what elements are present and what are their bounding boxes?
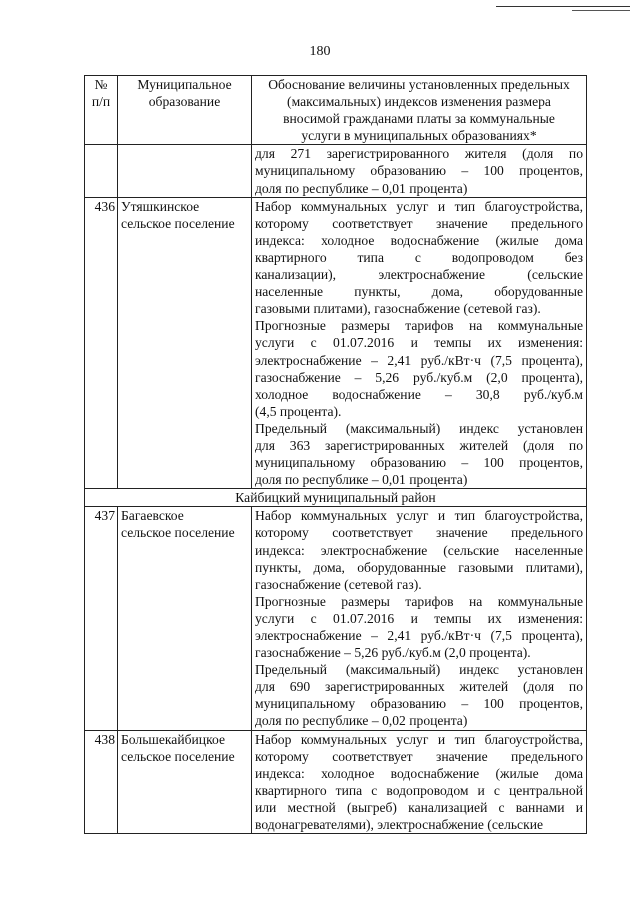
municipality-line: Утяшкинское: [121, 198, 200, 214]
row-number: 436: [85, 197, 118, 489]
basis-line: канализации), электроснабжение (сельские: [255, 267, 583, 283]
basis-text: [252, 197, 587, 489]
basis-line: доля по республике – 0,01 процента): [255, 180, 468, 196]
table-row: [85, 197, 587, 489]
district-row: [85, 489, 587, 507]
basis-line: пункты, дома, оборудованные газовыми плитами),: [255, 559, 583, 575]
table-row: [85, 145, 587, 197]
basis-line: квартирного типа с водопроводом без: [255, 249, 583, 265]
municipality-line: сельское поселение: [121, 748, 235, 764]
basis-line: Набор коммунальных услуг и тип благоустройства,: [255, 198, 583, 214]
basis-paragraph: [255, 317, 583, 420]
header-basis: Обоснование величины установленных предельных (максимальных) индексов изменения размера вносимой гражданами платы за коммунальные услуги в муниципальных образованиях*: [252, 76, 587, 145]
page-number: 180: [309, 44, 331, 59]
basis-line: Набор коммунальных услуг и тип благоустройства,: [255, 731, 583, 747]
basis-line: водонагревателями), электроснабжение (сельские: [255, 817, 543, 833]
basis-paragraph: [255, 198, 583, 318]
basis-paragraph: [255, 593, 583, 661]
district-name: Кайбицкий муниципальный район: [85, 489, 587, 507]
basis-line: которому соответствует значение предельного: [255, 748, 583, 764]
basis-line: доля по республике – 0,01 процента): [255, 472, 468, 488]
basis-line: которому соответствует значение предельного: [255, 215, 583, 231]
basis-line: которому соответствует значение предельного: [255, 525, 583, 541]
basis-line: муниципальному образованию – 100 процентов,: [255, 455, 583, 471]
basis-line: для 271 зарегистрированного жителя (доля по: [255, 146, 583, 162]
basis-line: для 690 зарегистрированных жителей (доля по: [255, 679, 583, 695]
basis-line: Предельный (максимальный) индекс установлен: [255, 420, 583, 436]
municipality-line: сельское поселение: [121, 525, 235, 541]
table-header-row: [85, 76, 587, 145]
basis-paragraph: [255, 420, 583, 488]
basis-text: [252, 730, 587, 834]
basis-line: Предельный (максимальный) индекс установлен: [255, 662, 583, 678]
basis-line: газовыми плитами), газоснабжение (сетевой газ).: [255, 301, 541, 317]
top-rule: [496, 6, 630, 7]
basis-line: электроснабжение – 2,41 руб./кВт·ч (7,5 процента),: [255, 352, 583, 368]
municipality-line: Большекайбицкое: [121, 731, 225, 747]
basis-line: электроснабжение – 2,41 руб./кВт·ч (7,5 процента),: [255, 628, 583, 643]
basis-line: или местной (выгреб) канализацией с ваннами и: [255, 799, 583, 815]
basis-line: холодное водоснабжение – 30,8 руб./куб.м: [255, 386, 583, 402]
municipality-name: [118, 145, 252, 197]
basis-line: (4,5 процента).: [255, 403, 342, 419]
basis-line: газоснабжение – 5,26 руб./куб.м (2,0 процента),: [255, 369, 583, 385]
row-number: [85, 145, 118, 197]
basis-line: индекса: электроснабжение (сельские населенные: [255, 542, 583, 558]
basis-text: [252, 145, 587, 197]
basis-line: муниципальному образованию – 100 процентов,: [255, 696, 583, 712]
row-number: 438: [85, 730, 118, 834]
municipality-name: [118, 507, 252, 730]
header-number: № п/п: [85, 76, 118, 145]
basis-line: Прогнозные размеры тарифов на коммунальные: [255, 593, 583, 609]
header-municipality: Муниципальное образование: [118, 76, 252, 145]
municipality-line: сельское поселение: [121, 215, 235, 231]
basis-line: Прогнозные размеры тарифов на коммунальные: [255, 318, 583, 334]
municipality-name: [118, 730, 252, 834]
municipality-name: [118, 197, 252, 489]
municipality-line: Багаевское: [121, 508, 184, 524]
basis-line: газоснабжение – 5,26 руб./куб.м (2,0 процента).: [255, 645, 531, 661]
basis-line: доля по республике – 0,02 процента): [255, 713, 468, 729]
basis-paragraph: [255, 661, 583, 729]
basis-line: Набор коммунальных услуг и тип благоустройства,: [255, 508, 583, 524]
basis-line: для 363 зарегистрированных жителей (доля по: [255, 437, 583, 453]
basis-paragraph: [255, 507, 583, 592]
basis-line: услуги с 01.07.2016 и темпы их изменения:: [255, 610, 583, 626]
basis-text: [252, 507, 587, 730]
basis-line: газоснабжение (сетевой газ).: [255, 576, 422, 592]
basis-line: квартирного типа с водопроводом и с центральной: [255, 782, 583, 798]
basis-line: индекса: холодное водоснабжение (жилые дома: [255, 232, 583, 248]
top-rule-short: [572, 10, 630, 11]
basis-line: муниципальному образованию – 100 процентов,: [255, 163, 583, 179]
table-row: [85, 507, 587, 730]
basis-paragraph: [255, 145, 583, 196]
table-row: [85, 730, 587, 834]
tariff-index-table: [84, 75, 587, 834]
basis-line: услуги с 01.07.2016 и темпы их изменения:: [255, 335, 583, 351]
basis-line: населенные пункты, дома, оборудованные: [255, 284, 583, 300]
basis-line: индекса: холодное водоснабжение (жилые дома: [255, 765, 583, 781]
row-number: 437: [85, 507, 118, 730]
basis-paragraph: [255, 731, 583, 834]
